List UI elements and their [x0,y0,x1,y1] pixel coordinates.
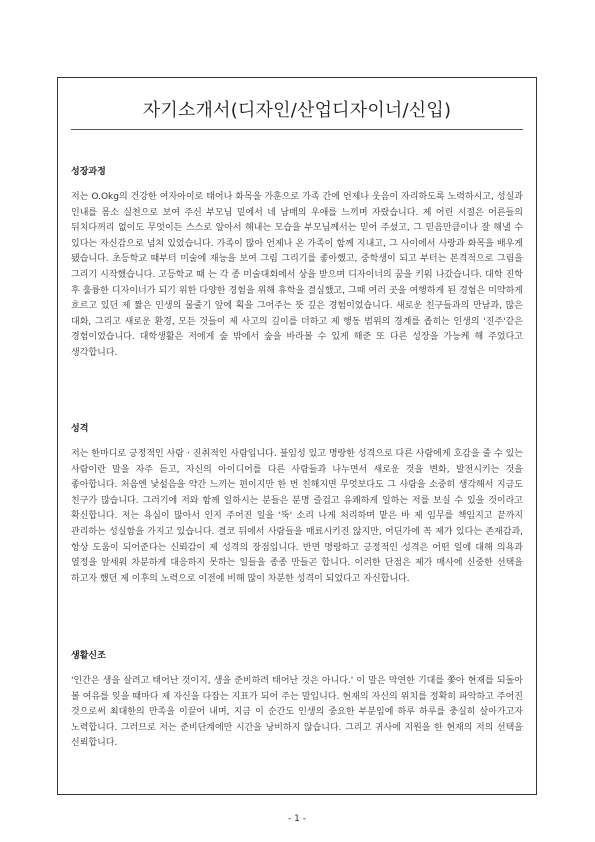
section-personality [71,421,523,587]
section-life-motto [71,648,523,752]
section-heading: 성장과정 [71,167,106,177]
section-body: '인간은 생을 살려고 태어난 것이지, 생을 준비하려 태어난 것은 아니다.' 이 말은 막연한 기대를 쫓아 현재를 되돌아 볼 여유를 잊을 때마다 제 자신을 다잡는 지표가 되어 주는 말입니다. 현재의 자신의 위치를 정확히 파악하고 주어진 것으로써 최대한의 만족을 이끌어 내며, 지금 이 순간도 인생의 중요한 부분임에 하루 하루를 충실히 살아가고자 노력합니다. 그러므로 저는 준비단계에만 시간을 낭비하지 않습니다. 그리고 귀사에 지원을 한 현재의 저의 선택을 신뢰합니다. [71,676,523,749]
section-growth [71,164,523,362]
section-body: 저는 한마디로 긍정적인 사람ㆍ진취적인 사람입니다. 불임성 있고 명랑한 성격으로 다른 사람에게 호감을 줄 수 있는 사람이란 말을 자주 듣고, 자신의 아이디어를 다른 사람들과 나누면서 새로운 것을 변화, 발전시키는 것을 좋아합니다. 처음엔 낯설음을 약간 느끼는 편이지만 한 번 친해지면 무엇보다도 그 사람을 소중히 생각해서 지금도 친구가 많습니다. 그러기에 저와 함께 일하시는 분들은 분명 즐겁고 유쾌하게 일하는 저를 보실 수 있을 것이라고 확신합니다. 저는 욕심이 많아서 인지 주어진 일을 '뚝' 소리 나게 처리하며 맡은 바 제 임무를 책임지고 끝까지 관리하는 성실함을 가지고 있습니다. 결코 뒤에서 사람들을 매료시키진 않지만, 어딘가에 꼭 제가 있다는 존재감과, 항상 도움이 되어준다는 신뢰감이 제 성격의 장점입니다. 반면 명랑하고 긍정적인 성격은 어떤 일에 대해 의욕과 열정을 앞세워 차분하게 대응하지 못하는 일들을 종종 만들곤 합니다. 이러한 단점은 제가 매사에 신중한 선택을 하고자 했던 제 이후의 노력으로 이전에 비해 많이 차분한 성격이 되었다고 자신합니다. [71,449,523,584]
section-body: 저는 O.Okg의 건강한 여자아이로 태어나 화목을 가훈으로 가족 간에 언제나 웃음이 자리하도록 노력하시고, 성실과 인내를 몸소 실천으로 보여 주신 부모님 밑에서 네 남매의 우애를 느끼며 자랐습니다. 제 어린 시절은 어른들의 뒤치다꺼리 없이도 무엇이든 스스로 알아서 해내는 모습을 부모님께서는 믿어 주셨고, 그 믿음만큼이나 잘 해낼 수 있다는 자신감으로 넘쳐 있었습니다. 가족이 많아 언제나 온 가족이 함께 지내고, 그 사이에서 사랑과 화목을 배우게 됐습니다. 초등학교 때부터 미술에 재능을 보여 그림 그리기를 좋아했고, 중학생이 되고 부터는 본격적으로 그림을 그리기 시작했습니다. 고등학교 때 는 각 종 미술대회에서 상을 받으며 디자이너의 꿈을 키워 나갔습니다. 대학 진학 후 훌륭한 디자이너가 되기 위한 다양한 경험을 위해 휴학을 결심했고, 그때 여러 곳을 여행하게 된 경험은 미약하게 흐르고 있던 제 짧은 인생의 물줄기 앞에 획을 그어주는 뜻 깊은 경험이었습니다. 새로운 친구들과의 만남과, 많은 대화, 그리고 새로운 환경, 모든 것들이 제 사고의 깊이를 더하고 제 행동 범위의 경계를 좁히는 인생의 '진주'같은 경험이었습니다. 대학생활은 저에게 숲 밖에서 숲을 바라볼 수 있게 해준 또 다른 성장을 가능케 해 주었다고 생각합니다. [71,192,523,358]
section-heading: 생활신조 [71,651,106,661]
page-number: - 1 - [288,814,306,824]
document-title: 자기소개서(디자인/산업디자이너/신입) [142,100,452,121]
title-divider [71,129,523,130]
section-heading: 성격 [71,424,89,434]
